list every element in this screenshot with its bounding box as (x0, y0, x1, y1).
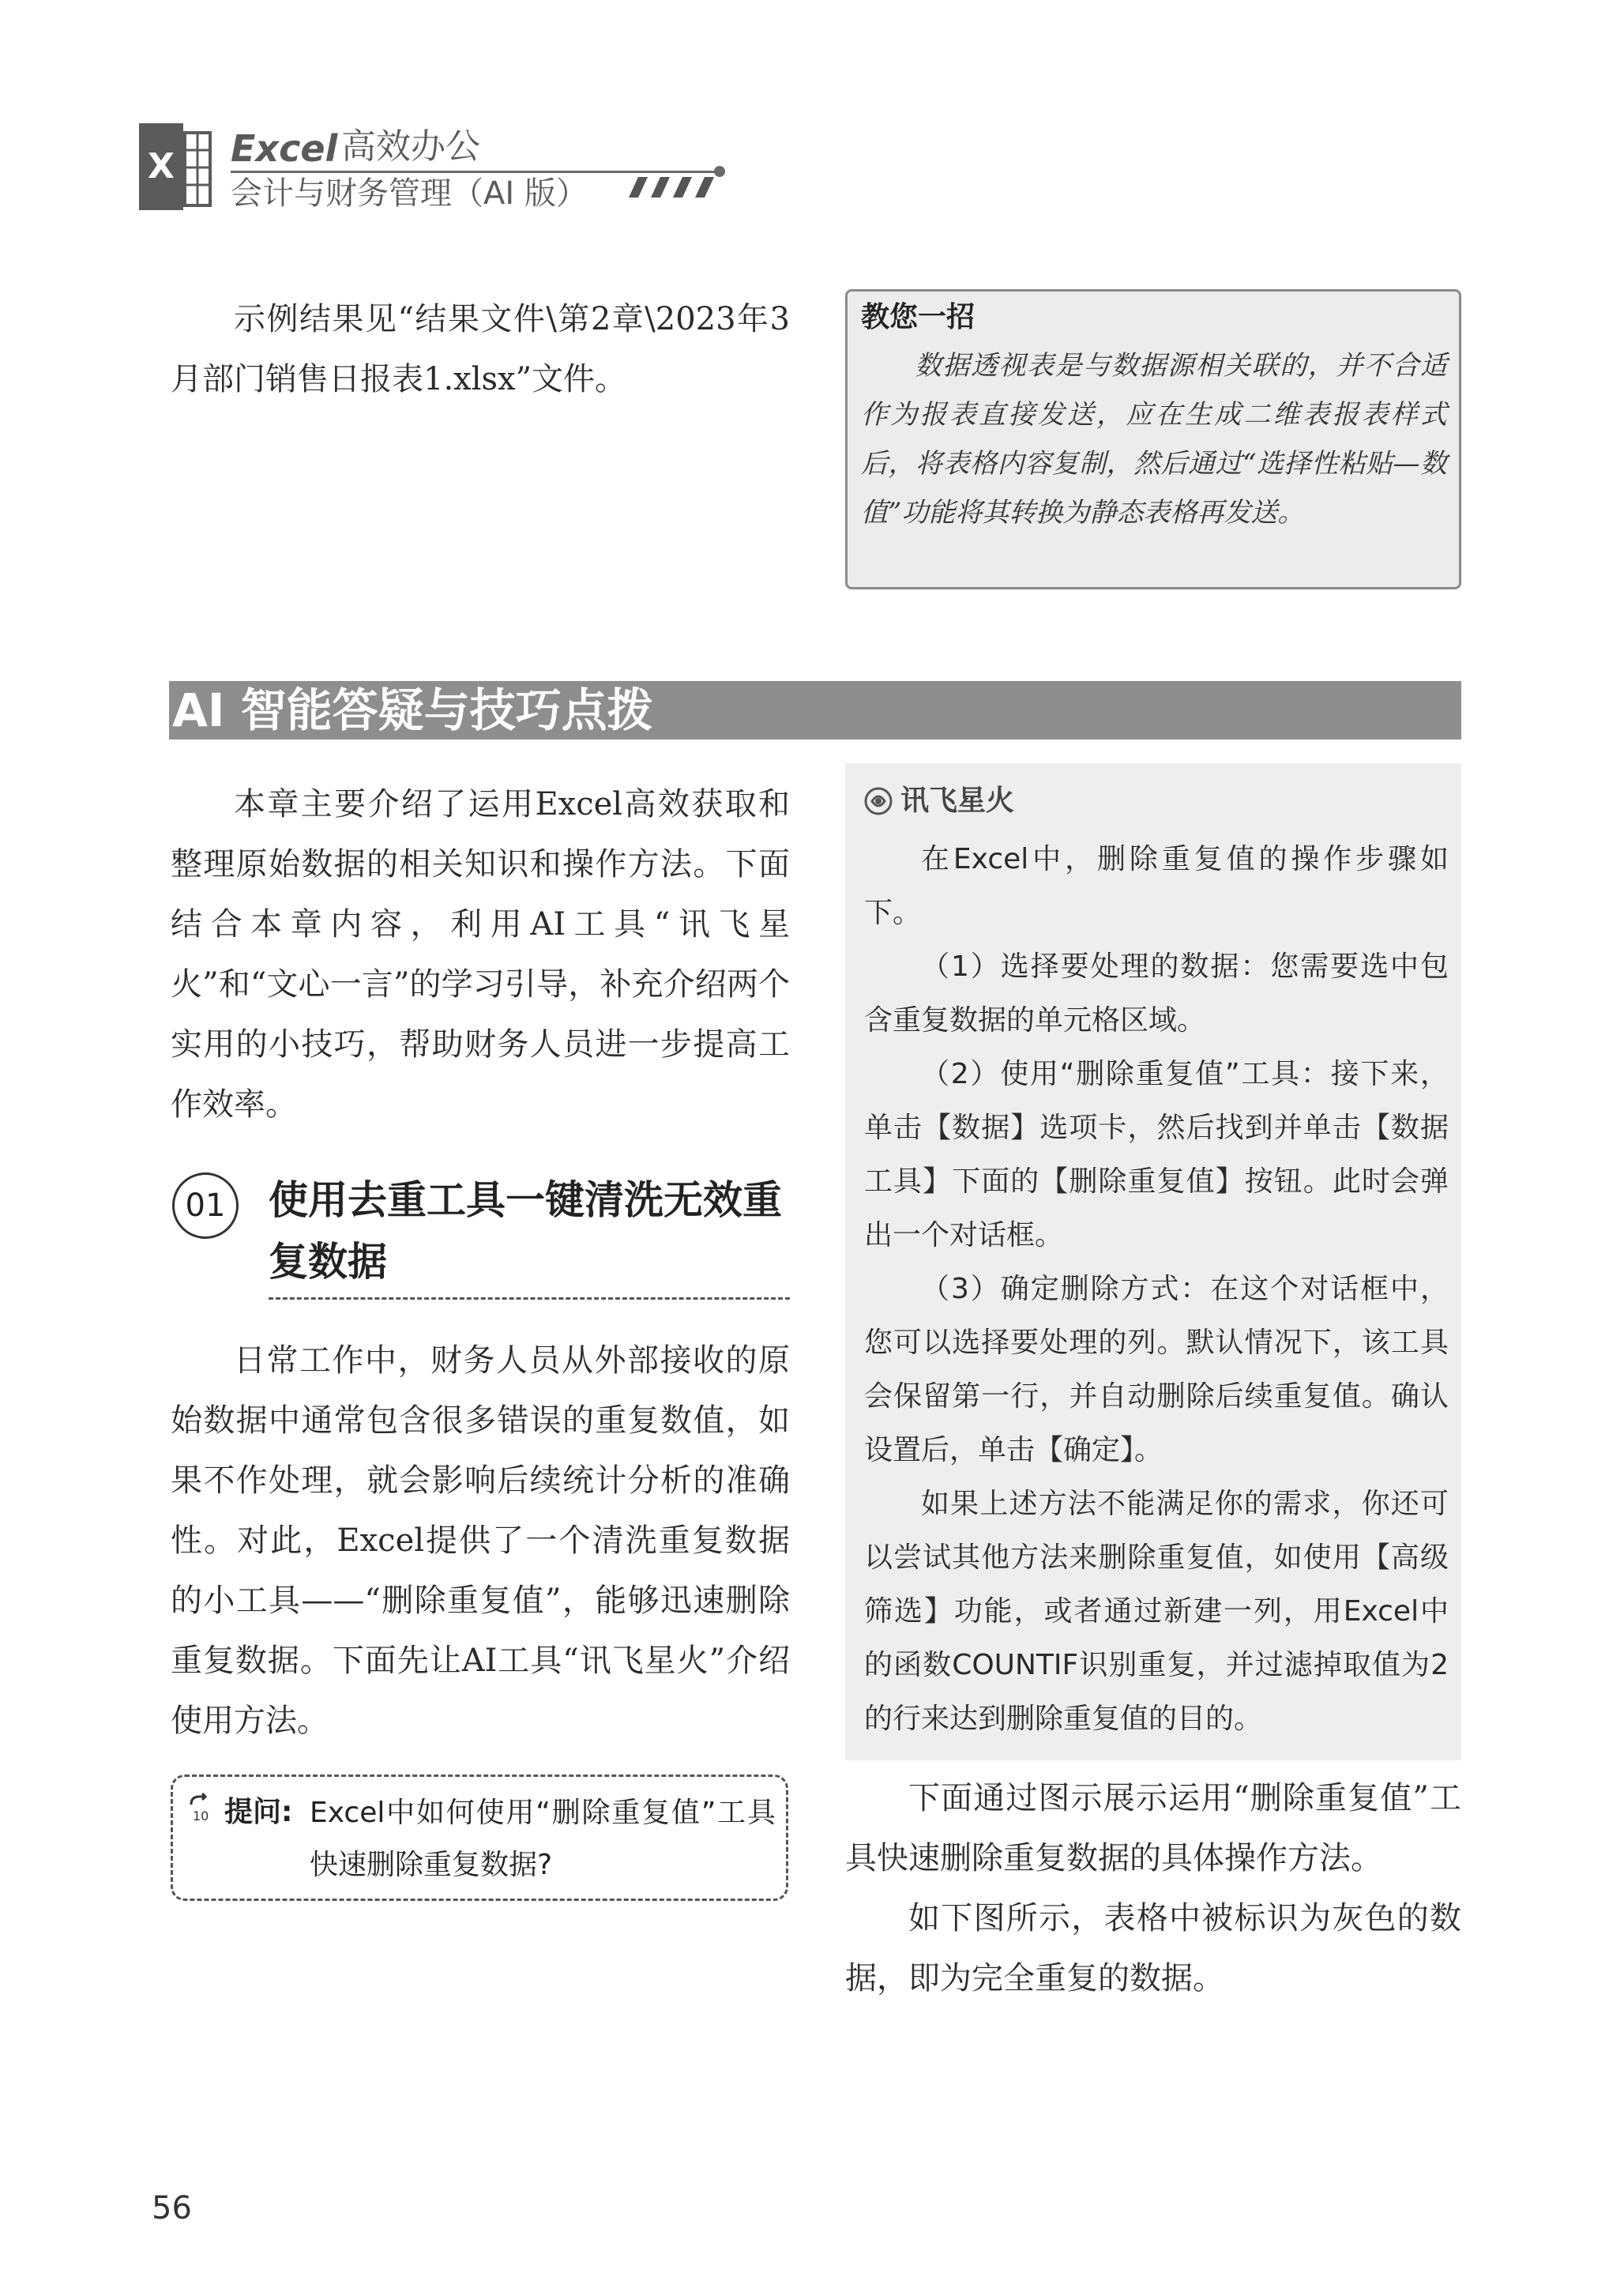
ai-answer-paragraph: （1）选择要处理的数据：您需要选中包含重复数据的单元格区域。 (864, 950, 1449, 1037)
header-stripes-icon (622, 175, 717, 199)
spreadsheet-icon (183, 131, 212, 207)
ai-answer-paragraph: 在Excel中，删除重复值的操作步骤如下。 (864, 843, 1449, 929)
ai-tool-name: 讯飞星火 (900, 785, 1015, 817)
page-number: 56 (152, 2190, 192, 2226)
after-paragraph-2: 如下图所示，表格中被标识为灰色的数据，即为完全重复的数据。 (845, 1900, 1461, 1997)
header-title-line2: 会计与财务管理（AI 版） (231, 175, 588, 212)
spark-ai-icon (863, 785, 894, 817)
header-brand: Excel (231, 127, 338, 170)
svg-text:10: 10 (193, 1808, 209, 1823)
ai-answer-paragraph: （3）确定删除方式：在这个对话框中，您可以选择要处理的列。默认情况下，该工具会保留第一行，并自动删除后续重复值。确认设置后，单击【确定】。 (864, 1273, 1449, 1466)
after-paragraph-1: 下面通过图示展示运用“删除重复值”工具快速删除重复数据的具体操作方法。 (845, 1780, 1461, 1876)
header-title-line1: 高效办公 (341, 126, 480, 167)
tip-text: 数据透视表是与数据源相关联的，并不合适作为报表直接发送，应在生成二维表报表样式后，将表格内容复制，然后通过“选择性粘贴—数值”功能将其转换为静态表格再发送。 (861, 350, 1447, 529)
item-title-rule (269, 1297, 790, 1300)
item-title: 使用去重工具一键清洗无效重复数据 (269, 1177, 782, 1285)
excel-logo-icon: X (139, 123, 183, 210)
question-label: 提问: (224, 1796, 293, 1828)
item-number-badge: 01 (172, 1172, 239, 1239)
result-file-note: 示例结果见“结果文件\第2章\2023年3月部门销售日报表1.xlsx”文件。 (171, 301, 790, 397)
ai-answer-paragraph: （2）使用“删除重复值”工具：接下来，单击【数据】选项卡，然后找到并单击【数据工具】下面的【删除重复值】按钮。此时会弹出一个对话框。 (864, 1058, 1449, 1251)
tip-title: 教您一招 (861, 301, 976, 333)
item-body: 日常工作中，财务人员从外部接收的原始数据中通常包含很多错误的重复数值，如果不作处理，就会影响后续统计分析的准确性。对此，Excel提供了一个清洗重复数据的小工具——“删除重复值”，能够迅速删除重复数据。下面先让AI工具“讯飞星火”介绍使用方法。 (171, 1342, 790, 1739)
question-hand-icon (186, 1792, 218, 1823)
question-text: Excel中如何使用“删除重复值”工具快速删除重复数据? (310, 1797, 776, 1881)
section-banner-title: AI 智能答疑与技巧点拨 (172, 683, 653, 737)
section-intro: 本章主要介绍了运用Excel高效获取和整理原始数据的相关知识和操作方法。下面结合本章内容，利用AI工具“讯飞星火”和“文心一言”的学习引导，补充介绍两个实用的小技巧，帮助财务人员进一步提高工作效率。 (171, 786, 790, 1123)
ai-answer-paragraph: 如果上述方法不能满足你的需求，你还可以尝试其他方法来删除重复值，如使用【高级筛选】功能，或者通过新建一列，用Excel中的函数COUNTIF识别重复，并过滤掉取值为2的行来达到删除重复值的目的。 (864, 1488, 1449, 1735)
